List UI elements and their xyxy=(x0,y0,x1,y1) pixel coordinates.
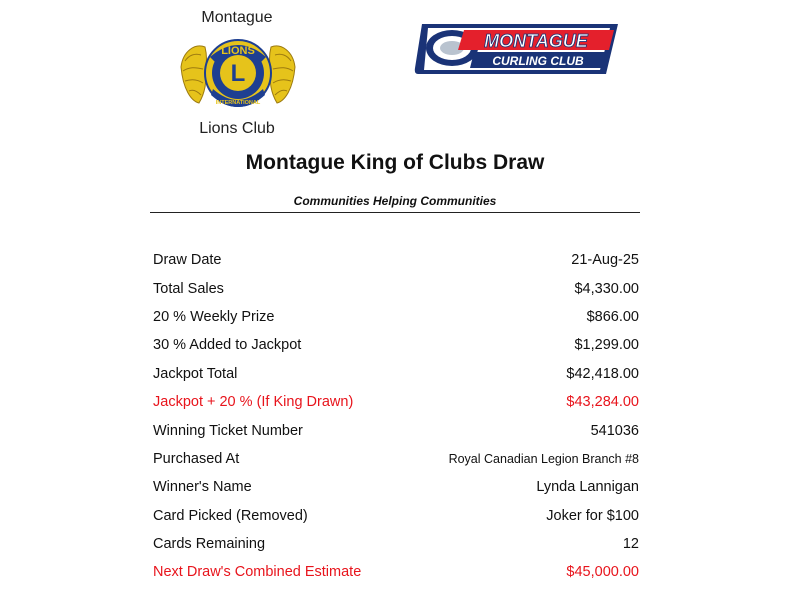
row-value-cards-remaining: 12 xyxy=(622,536,639,553)
lions-club-name-top: Montague xyxy=(201,9,273,26)
row-value-card-picked: Joker for $100 xyxy=(546,507,639,524)
row-label-weekly-prize: 20 % Weekly Prize xyxy=(153,308,275,325)
table-row xyxy=(153,303,639,331)
row-label-winning-ticket: Winning Ticket Number xyxy=(153,422,303,439)
row-label-jackpot-total: Jackpot Total xyxy=(153,365,238,382)
row-value-added-to-jackpot: $1,299.00 xyxy=(574,337,639,354)
table-row xyxy=(153,445,639,473)
row-value-next-draw-estimate: $45,000.00 xyxy=(566,564,639,581)
document-tagline: Communities Helping Communities xyxy=(293,194,497,208)
row-label-jackpot-if-king-drawn: Jackpot + 20 % (If King Drawn) xyxy=(153,394,354,411)
row-value-winner-name: Lynda Lannigan xyxy=(536,479,639,496)
row-value-jackpot-total: $42,418.00 xyxy=(566,365,639,382)
table-row xyxy=(153,558,639,586)
lions-international-logo xyxy=(177,27,299,121)
row-label-added-to-jackpot: 30 % Added to Jackpot xyxy=(153,337,302,354)
row-label-total-sales: Total Sales xyxy=(153,280,224,297)
row-value-jackpot-if-king-drawn: $43,284.00 xyxy=(566,394,639,411)
draw-results-table xyxy=(153,246,639,587)
row-value-draw-date: 21-Aug-25 xyxy=(571,252,639,269)
svg-text:CURLING CLUB: CURLING CLUB xyxy=(492,54,584,68)
row-label-card-picked: Card Picked (Removed) xyxy=(153,507,308,524)
row-label-winner-name: Winner's Name xyxy=(153,479,252,496)
svg-text:LIONS: LIONS xyxy=(221,45,255,57)
montague-curling-club-logo xyxy=(414,22,622,76)
header-divider xyxy=(150,212,640,213)
row-value-purchased-at: Royal Canadian Legion Branch #8 xyxy=(448,451,639,466)
table-row xyxy=(153,360,639,388)
table-row xyxy=(153,274,639,302)
svg-text:INTERNATIONAL: INTERNATIONAL xyxy=(215,100,261,106)
table-row xyxy=(153,416,639,444)
table-row xyxy=(153,473,639,501)
row-value-total-sales: $4,330.00 xyxy=(574,280,639,297)
lions-club-name-bottom: Lions Club xyxy=(199,120,275,137)
table-row xyxy=(153,388,639,416)
table-row xyxy=(153,502,639,530)
row-value-winning-ticket: 541036 xyxy=(590,422,639,439)
svg-text:L: L xyxy=(230,60,246,87)
document-title: Montague King of Clubs Draw xyxy=(245,151,545,174)
row-label-next-draw-estimate: Next Draw's Combined Estimate xyxy=(153,564,362,581)
right-lion-icon xyxy=(270,46,296,103)
table-row xyxy=(153,246,639,274)
table-row xyxy=(153,331,639,359)
row-label-draw-date: Draw Date xyxy=(153,252,222,269)
row-label-purchased-at: Purchased At xyxy=(153,450,240,467)
row-label-cards-remaining: Cards Remaining xyxy=(153,536,266,553)
left-lion-icon xyxy=(181,46,207,103)
table-row xyxy=(153,530,639,558)
row-value-weekly-prize: $866.00 xyxy=(586,308,639,325)
svg-text:MONTAGUE: MONTAGUE xyxy=(484,31,588,51)
